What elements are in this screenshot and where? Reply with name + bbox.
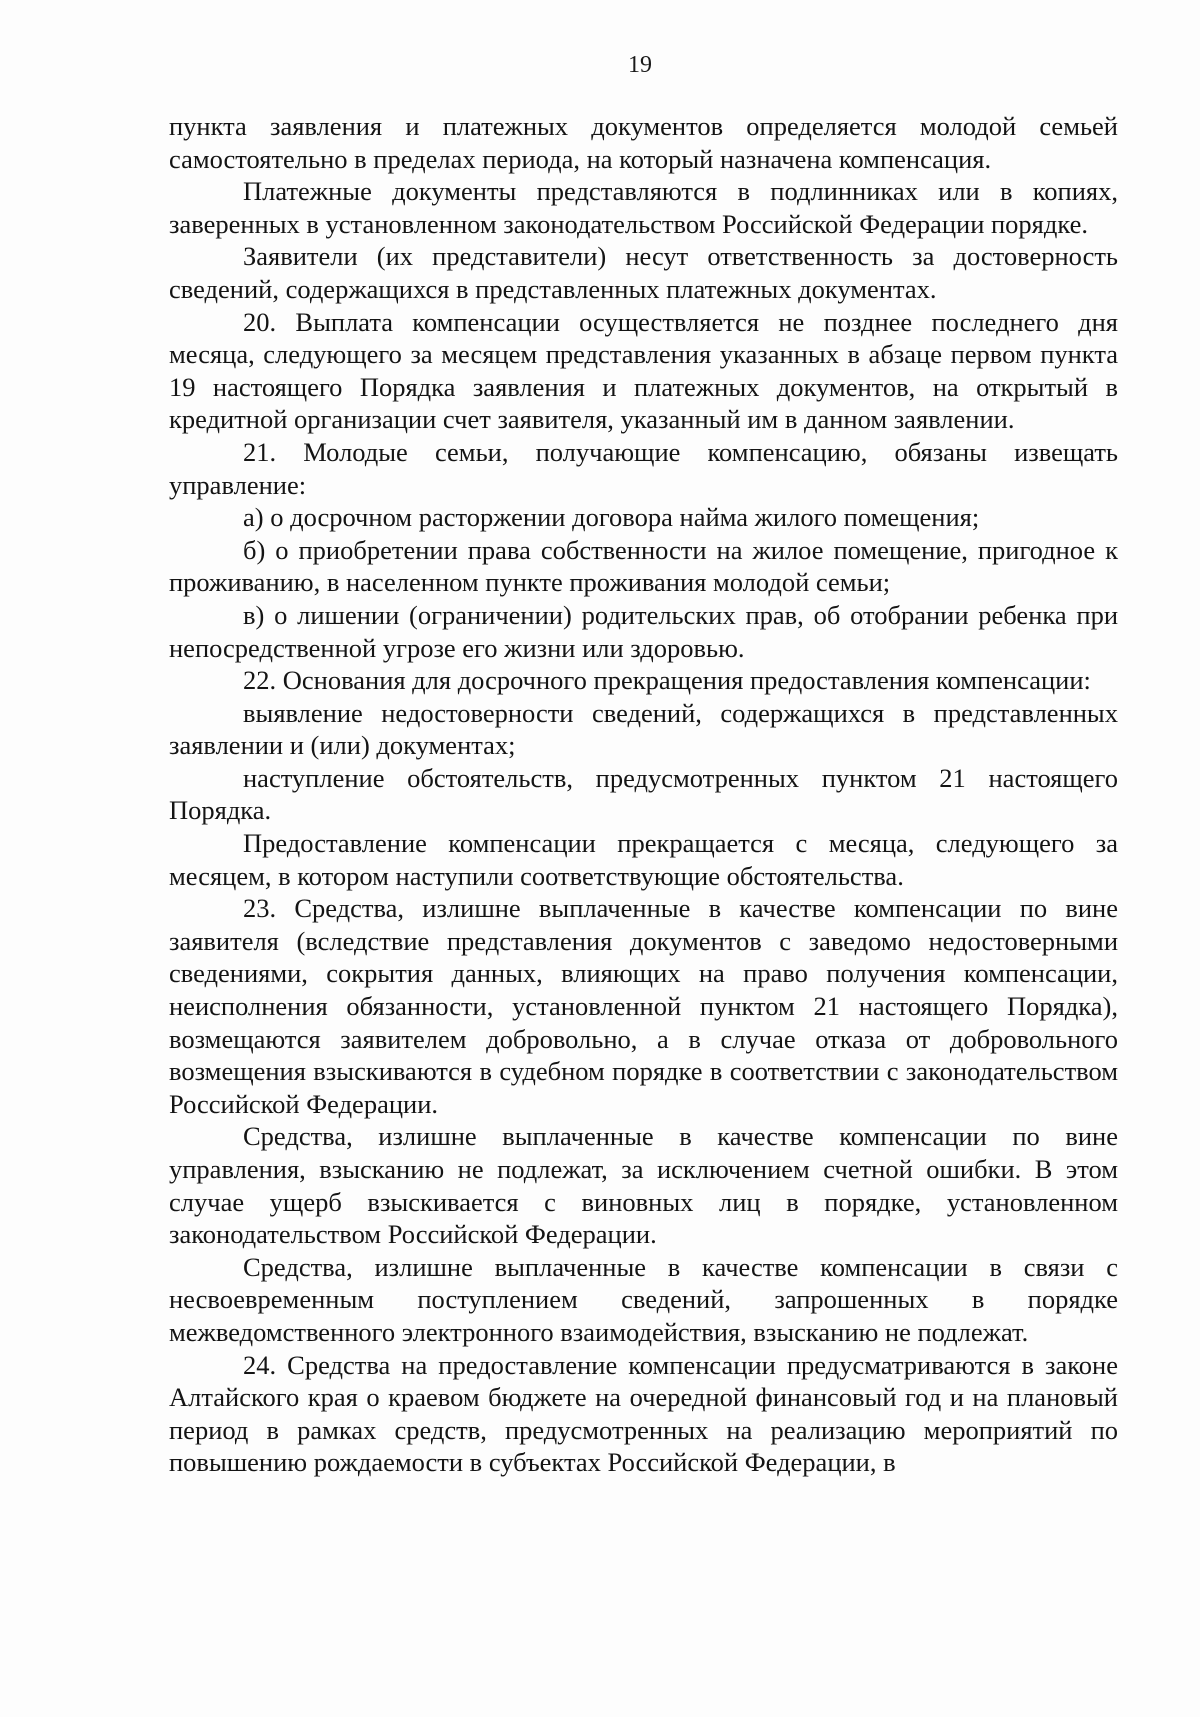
paragraph-clause-24: 24. Средства на предоставление компенсации предусматриваются в законе Алтайского края о краевом бюджете на очередной финансовый год и на плановый период в рамках средств, предусмотренных на реализацию мероприятий по повышению рождаемости в субъектах Российской Федерации, в <box>169 1349 1118 1478</box>
paragraph-management-fault: Средства, излишне выплаченные в качестве компенсации по вине управления, взысканию не подлежат, за исключением счетной ошибки. В этом случае ущерб взыскивается с виновных лиц в порядке, установленном законодательством Российской Федерации. <box>169 1121 1118 1250</box>
paragraph-termination: Предоставление компенсации прекращается с месяца, следующего за месяцем, в котором наступили соответствующие обстоятельства. <box>169 828 1118 891</box>
paragraph-clause-21: 21. Молодые семьи, получающие компенсацию, обязаны извещать управление: <box>169 436 1118 500</box>
paragraph-clause-21-a: а) о досрочном расторжении договора найма жилого помещения; <box>243 502 980 533</box>
paragraph-applicant-responsibility: Заявители (их представители) несут ответственность за достоверность сведений, содержащихся в представленных платежных документах. <box>169 241 1118 304</box>
paragraph-clause-23: 23. Средства, излишне выплаченные в качестве компенсации по вине заявителя (вследствие представления документов с заведомо недостоверными сведениями, сокрытия данных, влияющих на право получения компенсации, неисполнения обязанности, установленной пунктом 21 настоящего Порядка), возмещаются заявителем добровольно, а в случае отказа от добровольного возмещения взыскиваются в судебном порядке в соответствии с законодательством Российской Федерации. <box>169 893 1118 1119</box>
page-number: 19 <box>628 52 652 78</box>
paragraph-clause-22: 22. Основания для досрочного прекращения предоставления компенсации: <box>243 665 1091 696</box>
paragraph-clause-20: 20. Выплата компенсации осуществляется не позднее последнего дня месяца, следующего за месяцем представления указанных в абзаце первом пункта 19 настоящего Порядка заявления и платежных документов, на открытый в кредитной организации счет заявителя, указанный им в данном заявлении. <box>169 306 1118 435</box>
paragraph-clause-21-b: б) о приобретении права собственности на жилое помещение, пригодное к проживанию, в населенном пункте проживания молодой семьи; <box>169 534 1118 598</box>
paragraph-clause-22-ground-2: наступление обстоятельств, предусмотренных пунктом 21 настоящего Порядка. <box>169 762 1118 826</box>
paragraph-continuation: пункта заявления и платежных документов определяется молодой семьей самостоятельно в пределах периода, на который назначена компенсация. <box>169 111 1118 174</box>
document-body <box>169 110 1118 1479</box>
paragraph-late-information: Средства, излишне выплаченные в качестве компенсации в связи с несвоевременным поступлением сведений, запрошенных в порядке межведомственного электронного взаимодействия, взысканию не подлежат. <box>169 1251 1118 1347</box>
paragraph-payment-documents: Платежные документы представляются в подлинниках или в копиях, заверенных в установленном законодательством Российской Федерации порядке. <box>169 176 1118 239</box>
paragraph-clause-21-v: в) о лишении (ограничении) родительских прав, об отобрании ребенка при непосредственной угрозе его жизни или здоровью. <box>169 599 1118 663</box>
paragraph-clause-22-ground-1: выявление недостоверности сведений, содержащихся в представленных заявлении и (или) документах; <box>169 697 1118 761</box>
